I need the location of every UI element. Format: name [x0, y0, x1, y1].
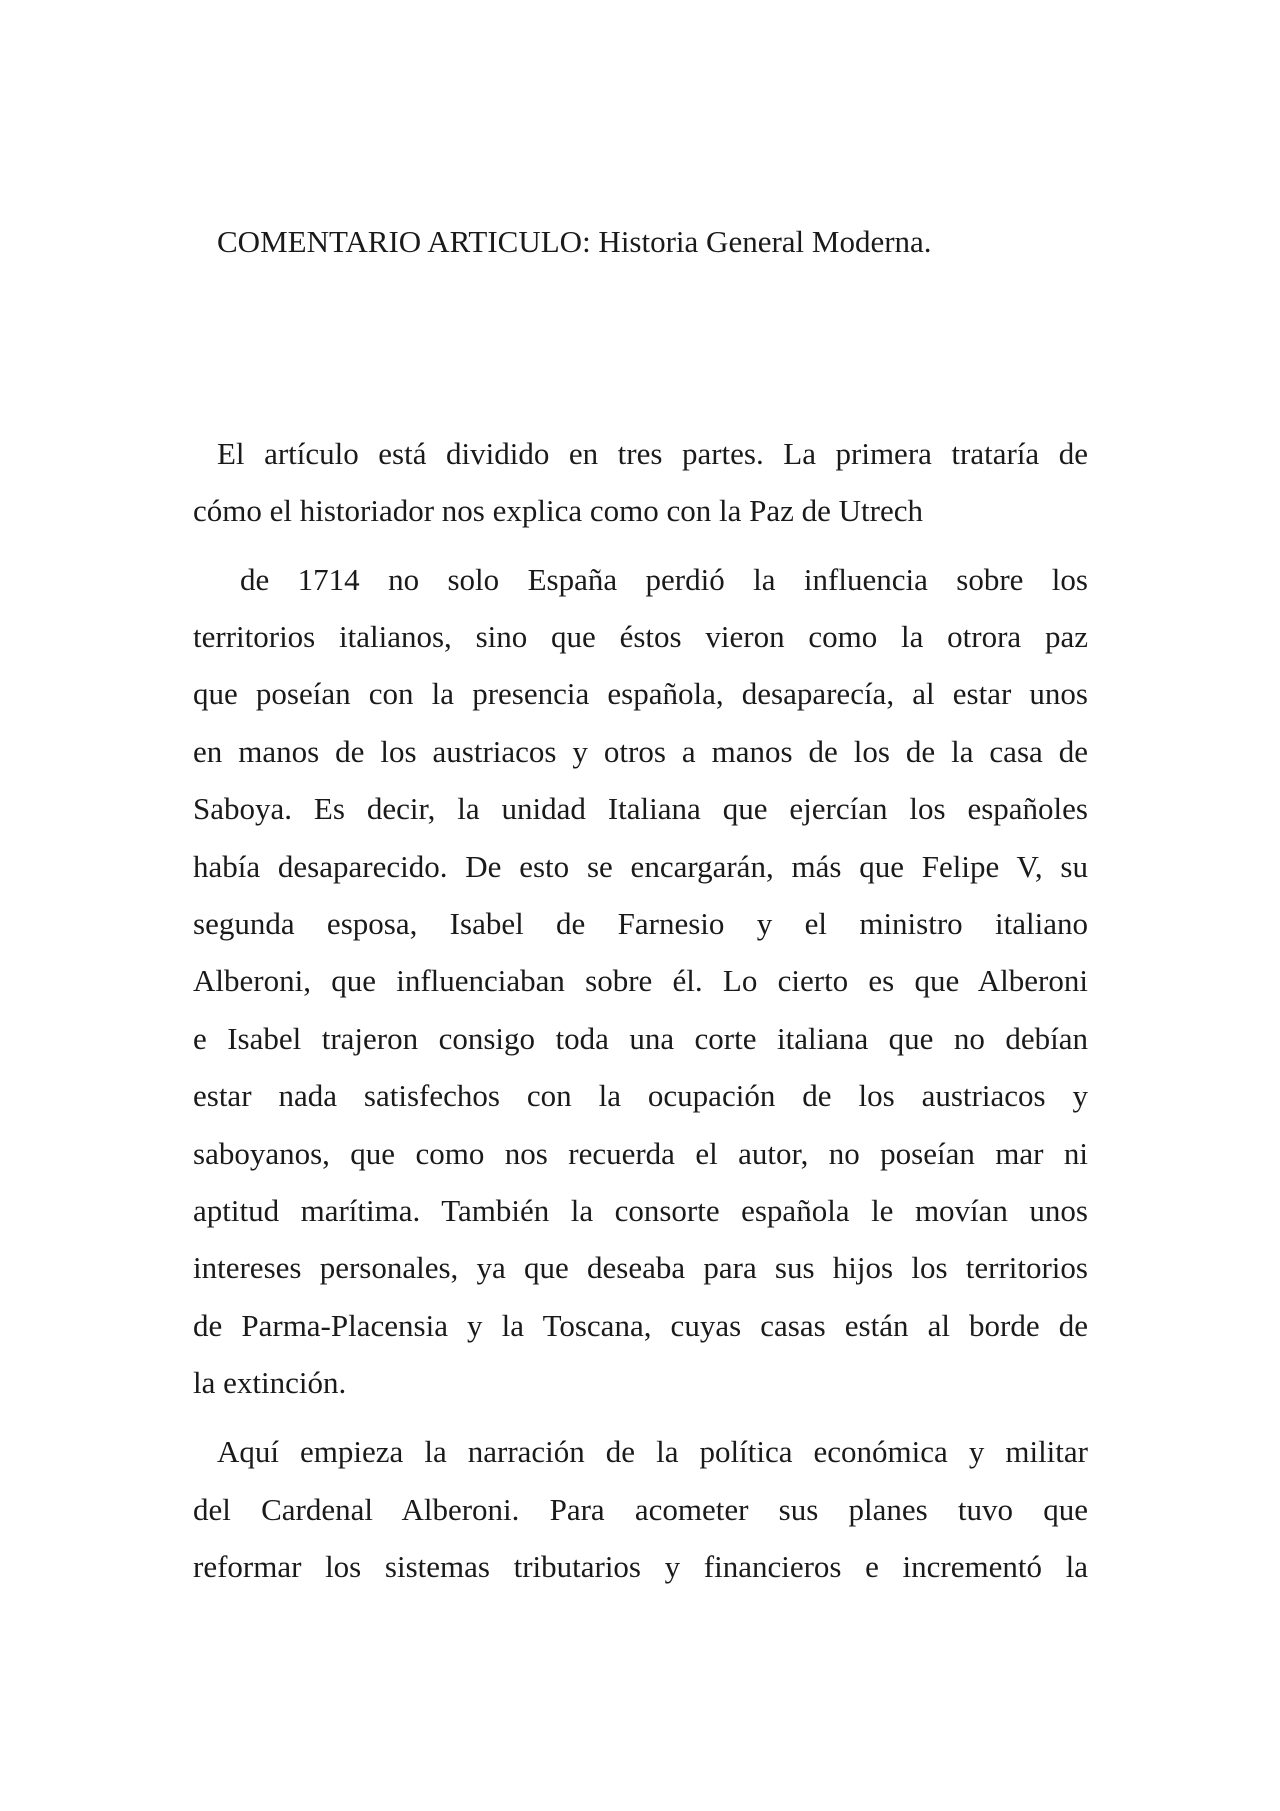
paragraph-line: segunda esposa, Isabel de Farnesio y el ministro italiano: [193, 906, 1088, 941]
paragraph-line: territorios italianos, sino que éstos vieron como la otrora paz: [193, 619, 1088, 654]
paragraph-line: de Parma-Placensia y la Toscana, cuyas casas están al borde de: [193, 1308, 1088, 1343]
paragraph-line: e Isabel trajeron consigo toda una corte italiana que no debían: [193, 1021, 1088, 1056]
paragraph-line: del Cardenal Alberoni. Para acometer sus planes tuvo que: [193, 1492, 1088, 1527]
paragraph-line: la extinción.: [193, 1365, 347, 1400]
document-title: COMENTARIO ARTICULO: Historia General Moderna.: [217, 224, 932, 259]
paragraph-line: Saboya. Es decir, la unidad Italiana que ejercían los españoles: [193, 791, 1088, 826]
paragraph-line: de 1714 no solo España perdió la influencia sobre los: [240, 562, 1088, 597]
paragraph-line: reformar los sistemas tributarios y financieros e incrementó la: [193, 1549, 1088, 1584]
paragraph-line: aptitud marítima. También la consorte española le movían unos: [193, 1193, 1088, 1228]
paragraph-line: estar nada satisfechos con la ocupación de los austriacos y: [193, 1078, 1088, 1113]
paragraph-line: saboyanos, que como nos recuerda el autor, no poseían mar ni: [193, 1136, 1088, 1171]
paragraph-line: Aquí empieza la narración de la política económica y militar: [217, 1434, 1088, 1469]
paragraph-line: El artículo está dividido en tres partes. La primera trataría de: [217, 436, 1088, 471]
paragraph-line: cómo el historiador nos explica como con la Paz de Utrech: [193, 493, 923, 528]
paragraph-line: que poseían con la presencia española, desaparecía, al estar unos: [193, 676, 1088, 711]
paragraph-line: intereses personales, ya que deseaba para sus hijos los territorios: [193, 1250, 1088, 1285]
paragraph-line: Alberoni, que influenciaban sobre él. Lo cierto es que Alberoni: [193, 963, 1088, 998]
paragraph-line: en manos de los austriacos y otros a manos de los de la casa de: [193, 734, 1088, 769]
paragraph-line: había desaparecido. De esto se encargarán, más que Felipe V, su: [193, 849, 1088, 884]
